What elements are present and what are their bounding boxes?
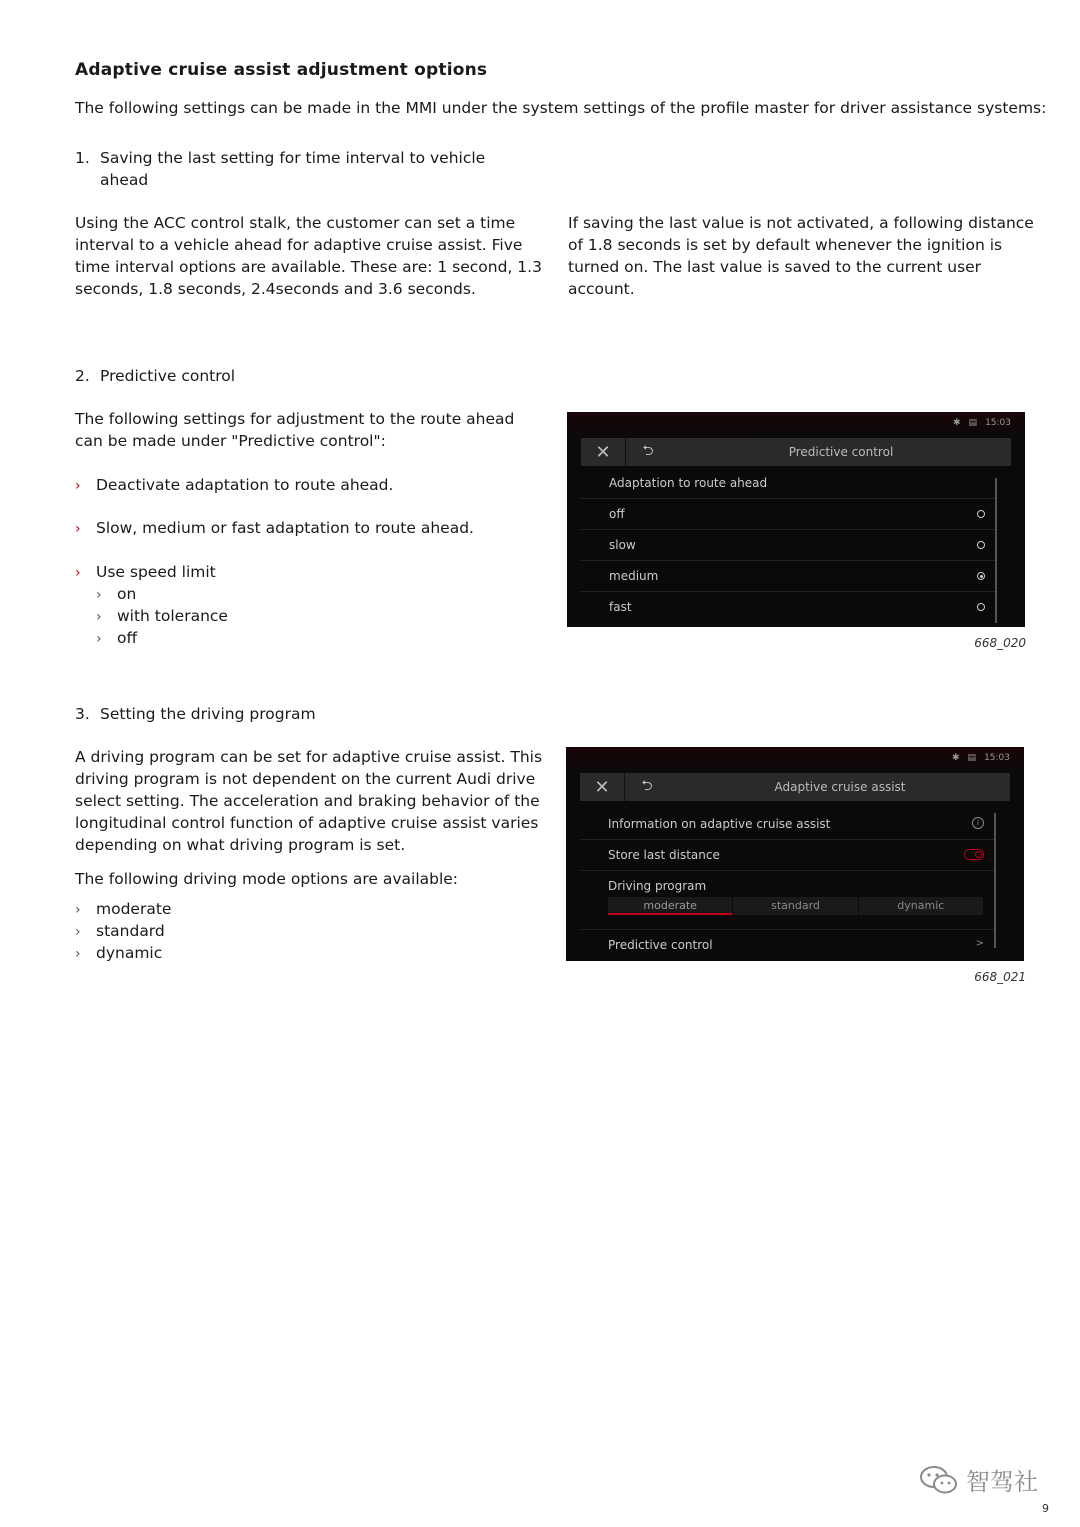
radio-icon[interactable]	[977, 603, 985, 611]
chevron-right-icon: ›	[96, 631, 102, 647]
info-icon[interactable]: i	[972, 817, 984, 829]
toggle-switch[interactable]	[964, 849, 984, 860]
scrollbar[interactable]	[995, 478, 997, 623]
chevron-right-icon: ›	[96, 609, 102, 625]
chevron-right-icon: ›	[75, 902, 81, 918]
chevron-right-icon: ›	[96, 587, 102, 603]
adaptive-cruise-screen	[566, 747, 1024, 961]
radio-icon[interactable]	[977, 510, 985, 518]
wechat-icon	[918, 1464, 960, 1496]
list-heading: Adaptation to route ahead	[581, 468, 997, 499]
driving-program-segmented-control	[608, 897, 984, 915]
page-title: Adaptive cruise assist adjustment options	[75, 60, 488, 80]
bullet-item: › Deactivate adaptation to route ahead.	[75, 474, 393, 497]
section3-paragraph: A driving program can be set for adaptive cruise assist. This driving program is not dependent on the current Audi drive select setting. The acceleration and braking behavior of the longitudinal control function of adaptive cruise assist varies depending on what driving program is set.	[75, 748, 543, 854]
section3-title: 3. Setting the driving program	[75, 705, 316, 723]
chevron-right-icon: ›	[75, 924, 81, 940]
watermark-text: 智驾社	[966, 1468, 1038, 1496]
screen-header	[581, 438, 1011, 466]
back-icon[interactable]: ⮌	[641, 778, 653, 794]
intro-text: The following settings can be made in the MMI under the system settings of the profile master for driver assistance systems:	[75, 99, 1047, 117]
watermark	[918, 1462, 1038, 1497]
status-bar	[953, 418, 1011, 428]
store-last-distance-row[interactable]: Store last distance	[580, 840, 996, 871]
screen-title: Predictive control	[788, 445, 894, 459]
modes-intro: The following driving mode options are available:	[75, 870, 459, 888]
sub-bullet-item: › off	[96, 627, 137, 650]
section2-title: 2. Predictive control	[75, 367, 236, 385]
signal-icon: ▤	[967, 753, 977, 763]
clock-time: 15:03	[984, 753, 1010, 763]
sub-bullet-item: › with tolerance	[96, 605, 228, 628]
section1-right-text: If saving the last value is not activated, a following distance of 1.8 seconds is set by default whenever the ignition is turned on. The last value is saved to the current user account.	[568, 214, 1034, 298]
mode-item: › standard	[75, 920, 165, 943]
radio-icon[interactable]	[977, 541, 985, 549]
status-bar	[952, 753, 1010, 763]
close-icon[interactable]: ✕	[580, 773, 625, 801]
info-row[interactable]: Information on adaptive cruise assist i	[580, 809, 996, 840]
segment-moderate[interactable]: moderate	[608, 897, 733, 915]
mode-item: › dynamic	[75, 942, 162, 965]
screen-header	[580, 773, 1010, 801]
signal-icon: ▤	[968, 418, 978, 428]
back-icon[interactable]: ⮌	[642, 443, 654, 459]
scrollbar[interactable]	[994, 813, 996, 948]
option-slow[interactable]: slow	[581, 530, 997, 561]
section1-left-text: Using the ACC control stalk, the customer can set a time interval to a vehicle ahead for adaptive cruise assist. Five time interval options are available. These are: 1 second, 1.3 seconds, 1.8 seconds, 2.4seconds and 3.6 seconds.	[75, 214, 542, 298]
options-list	[581, 468, 997, 622]
section1-title: 1. Saving the last setting for time interval to vehicle ahead	[75, 149, 486, 189]
bullet-item: › Slow, medium or fast adaptation to route ahead.	[75, 517, 474, 540]
bullet-item: › Use speed limit	[75, 561, 216, 584]
chevron-right-icon: ›	[75, 946, 81, 962]
option-off[interactable]: off	[581, 499, 997, 530]
section2-intro: The following settings for adjustment to the route ahead can be made under "Predictive control":	[75, 410, 515, 450]
chevron-right-icon: >	[975, 938, 984, 949]
sub-bullet-item: › on	[96, 583, 136, 606]
settings-list	[580, 809, 996, 960]
chevron-right-icon: ›	[75, 565, 81, 581]
close-icon[interactable]: ✕	[581, 438, 626, 466]
segment-dynamic[interactable]: dynamic	[859, 897, 984, 915]
screen-title: Adaptive cruise assist	[774, 780, 906, 794]
clock-time: 15:03	[985, 418, 1011, 428]
predictive-control-screen	[567, 412, 1025, 627]
figure-caption: 668_021	[974, 970, 1026, 984]
segment-standard[interactable]: standard	[733, 897, 858, 915]
chevron-right-icon: ›	[75, 478, 81, 494]
mode-item: › moderate	[75, 898, 171, 921]
bluetooth-icon: ✱	[952, 753, 960, 763]
page-number: 9	[1042, 1502, 1049, 1515]
driving-program-row: Driving program moderate standard dynamic	[580, 871, 996, 930]
chevron-right-icon: ›	[75, 521, 81, 537]
predictive-control-row[interactable]: Predictive control >	[608, 938, 984, 952]
section1-number: 1.	[75, 149, 90, 167]
option-medium[interactable]: medium	[581, 561, 997, 592]
option-fast[interactable]: fast	[581, 592, 997, 622]
figure-caption: 668_020	[974, 636, 1026, 650]
bluetooth-icon: ✱	[953, 418, 961, 428]
radio-selected-icon[interactable]	[977, 572, 985, 580]
